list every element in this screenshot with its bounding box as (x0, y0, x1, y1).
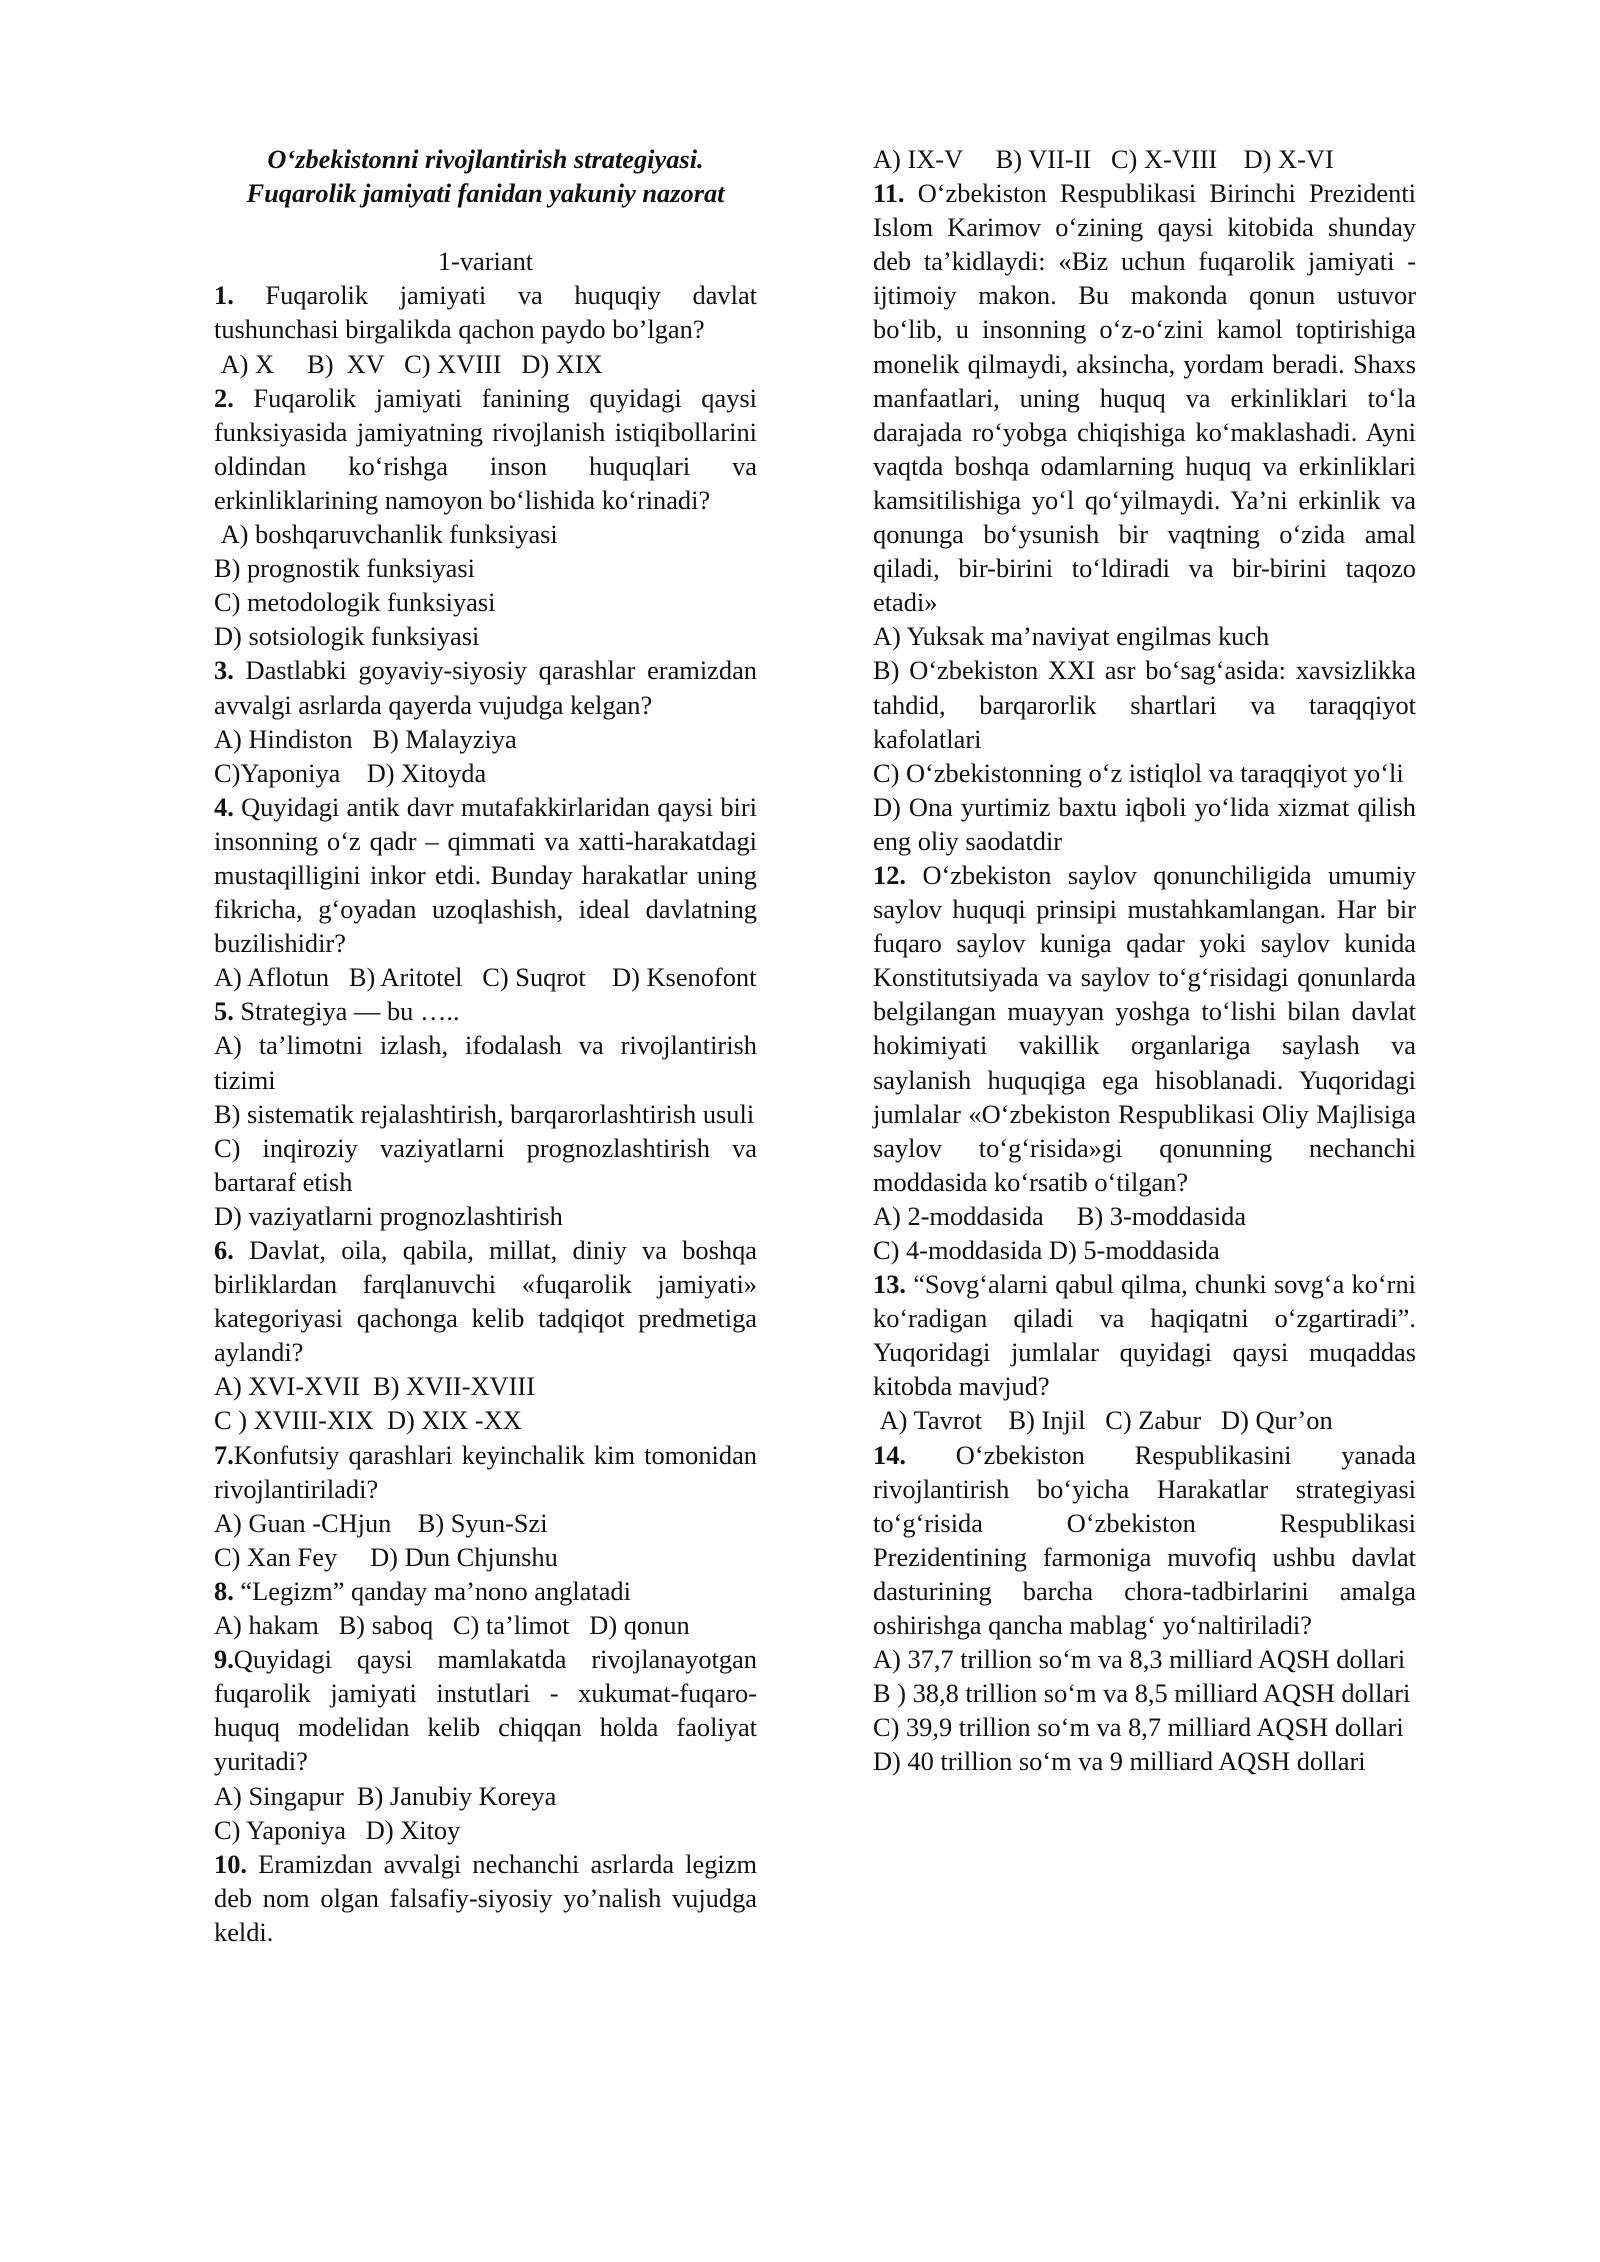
left-question-list (214, 278, 764, 1949)
option-text: C) 39,9 trillion so‘m va 8,7 milliard AQSH dollari (873, 1712, 1404, 1743)
question-number: 12. (873, 859, 906, 890)
option-text: D) Ona yurtimiz baxtu iqboli yo‘lida xizmat qilish eng oliy saodatdir (873, 791, 1423, 856)
question-body: Strategiya — bu ….. (233, 996, 460, 1027)
answer-option (873, 1233, 1416, 1267)
option-text: A) X B) XV C) XVIII D) XIX (214, 348, 603, 379)
question-text (214, 1642, 764, 1778)
answer-option (873, 1744, 1416, 1778)
option-text: A) Aflotun B) Aritotel C) Suqrot D) Ksenofont (214, 962, 757, 993)
question-text (873, 1267, 1423, 1403)
question-body: Fuqarolik jamiyati va huquqiy davlat tushunchasi birgalikda qachon paydo bo’lgan? (214, 280, 764, 345)
question-number: 3. (214, 655, 234, 686)
question-text (873, 1438, 1423, 1643)
variant-label: 1-variant (437, 246, 534, 277)
option-text: B) O‘zbekiston XXI asr bo‘sag‘asida: xavsizlikka tahdid, barqarorlik shartlari va taraqqiyot kafolatlari (873, 655, 1423, 754)
answer-option (873, 619, 1416, 653)
answer-option (214, 756, 757, 790)
question-text (873, 176, 1423, 619)
answer-option (214, 1813, 757, 1847)
question-number: 14. (873, 1439, 906, 1470)
answer-option (873, 1642, 1416, 1676)
question-body: Fuqarolik jamiyati fanining quyidagi qaysi funksiyasida jamiyatning rivojlanish istiqibollarini oldindan ko‘rishga inson huquqlari va erkinliklarining namoyon bo‘lishida ko‘rinadi? (214, 382, 764, 515)
answer-option (873, 142, 1416, 176)
answer-option (214, 619, 757, 653)
option-text: C) O‘zbekistonning o‘z istiqlol va taraqqiyot yo‘li (873, 757, 1404, 788)
answer-option (214, 1608, 757, 1642)
question-number: 5. (214, 996, 234, 1027)
option-text: C) inqiroziy vaziyatlarni prognozlashtirish va bartaraf etish (214, 1132, 764, 1197)
question-number: 8. (214, 1575, 234, 1606)
question-text (873, 858, 1423, 1199)
option-text: D) vaziyatlarni prognozlashtirish (214, 1200, 563, 1231)
question-body: O‘zbekiston Respublikasi Birinchi Prezidenti Islom Karimov o‘zining qaysi kitobida shunday deb ta’kidlaydi: «Biz uchun fuqarolik jamiyati - ijtimoiy makon. Bu makonda qonun ustuvor bo‘lib, u insonning o‘z-o‘zini kamol toptirishiga monelik qilmaydi, aksincha, yordam beradi. Shaxs manfaatlari, uning huquq va erkinliklari to‘la darajada ro‘yobga chiqishiga ko‘maklashadi. Ayni vaqtda boshqa odamlarning huquq va erkinliklari kamsitilishiga yo‘l qo‘yilmaydi. Ya’ni erkinlik va qonunga bo‘ysunish bir vaqtning o‘zida amal qiladi, bir-birini to‘ldiradi va bir-birini taqozo etadi» (873, 178, 1423, 618)
option-text: D) 40 trillion so‘m va 9 milliard AQSH dollari (873, 1746, 1366, 1777)
option-text: C) Xan Fey D) Dun Chjunshu (214, 1541, 558, 1572)
question-text (214, 381, 764, 517)
option-text: C) 4-moddasida D) 5-moddasida (873, 1235, 1220, 1265)
question-body: Quyidagi qaysi mamlakatda rivojlanayotgan fuqarolik jamiyati instutlari - xukumat-fuqaro-huquq modelidan kelib chiqqan holda faoliyat yuritadi? (214, 1644, 764, 1777)
option-text: A) IX-V B) VII-II C) X-VIII D) X-VI (873, 144, 1334, 174)
option-text: A) hakam B) saboq C) ta’limot D) qonun (214, 1610, 690, 1641)
question-number: 13. (873, 1269, 906, 1300)
option-text: C ) XVIII-XIX D) XIX -XX (214, 1405, 522, 1436)
question-number: 4. (214, 791, 234, 822)
question-text (214, 1847, 764, 1949)
answer-option (873, 653, 1423, 755)
question-number: 11. (873, 178, 905, 209)
answer-option (873, 1676, 1416, 1710)
left-column (214, 142, 764, 1949)
option-text: A) Tavrot B) Injil C) Zabur D) Qur’on (873, 1405, 1333, 1436)
answer-option (214, 585, 757, 619)
question-body: “Legizm” qanday ma’nono anglatadi (233, 1575, 631, 1606)
answer-option (214, 551, 757, 585)
answer-option (214, 1097, 757, 1131)
right-column (873, 142, 1423, 1779)
option-text: A) Yuksak ma’naviyat engilmas kuch (873, 621, 1270, 652)
answer-option (873, 1403, 1416, 1437)
answer-option (214, 517, 757, 551)
answer-option (873, 790, 1423, 858)
document-title-line-1: O‘zbekistonni rivojlantirish strategiyasi. (267, 144, 704, 174)
right-question-list (873, 142, 1423, 1779)
question-text (214, 1574, 757, 1608)
question-text (214, 278, 764, 346)
answer-option (873, 1199, 1416, 1233)
option-text: A) boshqaruvchanlik funksiyasi (214, 519, 558, 550)
option-text: A) 2-moddasida B) 3-moddasida (873, 1200, 1247, 1231)
answer-option (214, 1131, 764, 1199)
question-number: 1. (214, 280, 234, 311)
option-text: D) sotsiologik funksiyasi (214, 621, 480, 652)
question-text (214, 994, 757, 1028)
question-number: 9. (214, 1644, 234, 1675)
answer-option (873, 1710, 1416, 1744)
question-text (214, 1438, 764, 1506)
answer-option (214, 1403, 757, 1437)
title-spacer (214, 210, 757, 244)
question-number: 2. (214, 382, 234, 413)
option-text: C) metodologik funksiyasi (214, 587, 496, 618)
option-text: A) ta’limotni izlash, ifodalash va rivojlantirish tizimi (214, 1030, 764, 1095)
option-text: A) XVI-XVII B) XVII-XVIII (214, 1371, 535, 1402)
answer-option (214, 1369, 757, 1403)
option-text: C) Yaponiya D) Xitoy (214, 1814, 461, 1845)
option-text: A) Guan -CHjun B) Syun-Szi (214, 1507, 548, 1538)
answer-option (873, 756, 1416, 790)
option-text: B ) 38,8 trillion so‘m va 8,5 milliard AQSH dollari (873, 1678, 1411, 1709)
document-title-line-2: Fuqarolik jamiyati fanidan yakuniy nazorat (246, 178, 725, 209)
question-body: Quyidagi antik davr mutafakkirlaridan qaysi biri insonning o‘z qadr – qimmati va xatti-harakatdagi mustaqilligini inkor etdi. Bunday harakatlar uning fikricha, g‘oyadan uzoqlashish, ideal davlatning buzilishidir? (214, 791, 764, 959)
question-body: Konfutsiy qarashlari keyinchalik kim tomonidan rivojlantiriladi? (214, 1439, 764, 1504)
question-number: 7. (214, 1439, 234, 1470)
answer-option (214, 1540, 757, 1574)
option-text: A) Singapur B) Janubiy Koreya (214, 1780, 557, 1811)
option-text: C)Yaponiya D) Xitoyda (214, 757, 487, 788)
question-number: 6. (214, 1235, 234, 1265)
question-body: Eramizdan avvalgi nechanchi asrlarda legizm deb nom olgan falsafiy-siyosiy yo’nalish vujudga keldi. (214, 1848, 764, 1947)
answer-option (214, 722, 757, 756)
option-text: B) prognostik funksiyasi (214, 553, 475, 584)
question-body: O‘zbekiston Respublikasini yanada rivojlantirish bo‘yicha Harakatlar strategiyasi to‘g‘risida O‘zbekiston Respublikasi Prezidentining farmoniga muvofiq ushbu davlat dasturining barcha chora-tadbirlarini amalga oshirishga qancha mablag‘ yo‘naltiriladi? (873, 1439, 1423, 1641)
answer-option (214, 1028, 764, 1096)
answer-option (214, 347, 757, 381)
question-body: O‘zbekiston saylov qonunchiligida umumiy saylov huquqi prinsipi mustahkamlangan. Har bir fuqaro saylov kuniga qadar yoki saylov kunida Konstitutsiyada va saylov to‘g‘risidagi qonunlarda belgilangan muayyan yoshga to‘lishi bilan davlat hokimiyati vakillik organlariga saylash va saylanish huquqiga ega hisoblanadi. Yuqoridagi jumlalar «O‘zbekiston Respublikasi Oliy Majlisiga saylov to‘g‘risida»gi qonunning nechanchi moddasida ko‘rsatib o‘tilgan? (873, 859, 1423, 1197)
answer-option (214, 1506, 757, 1540)
question-text (214, 653, 764, 721)
question-text (214, 1233, 764, 1369)
question-body: Davlat, oila, qabila, millat, diniy va boshqa birliklardan farqlanuvchi «fuqarolik jamiyati» kategoriyasi qachonga kelib tadqiqot predmetiga aylandi? (214, 1235, 764, 1368)
answer-option (214, 960, 757, 994)
question-number: 10. (214, 1848, 247, 1879)
question-body: Dastlabki goyaviy-siyosiy qarashlar eramizdan avvalgi asrlarda qayerda vujudga kelgan? (214, 655, 764, 720)
answer-option (214, 1779, 757, 1813)
question-text (214, 790, 764, 960)
option-text: A) 37,7 trillion so‘m va 8,3 milliard AQSH dollari (873, 1644, 1406, 1675)
option-text: B) sistematik rejalashtirish, barqarorlashtirish usuli (214, 1098, 755, 1129)
option-text: A) Hindiston B) Malayziya (214, 723, 517, 754)
question-body: “Sovg‘alarni qabul qilma, chunki sovg‘a ko‘rni ko‘radigan qiladi va haqiqatni o‘zgartiradi”. Yuqoridagi jumlalar quyidagi qaysi muqaddas kitobda mavjud? (873, 1269, 1423, 1402)
answer-option (214, 1199, 757, 1233)
